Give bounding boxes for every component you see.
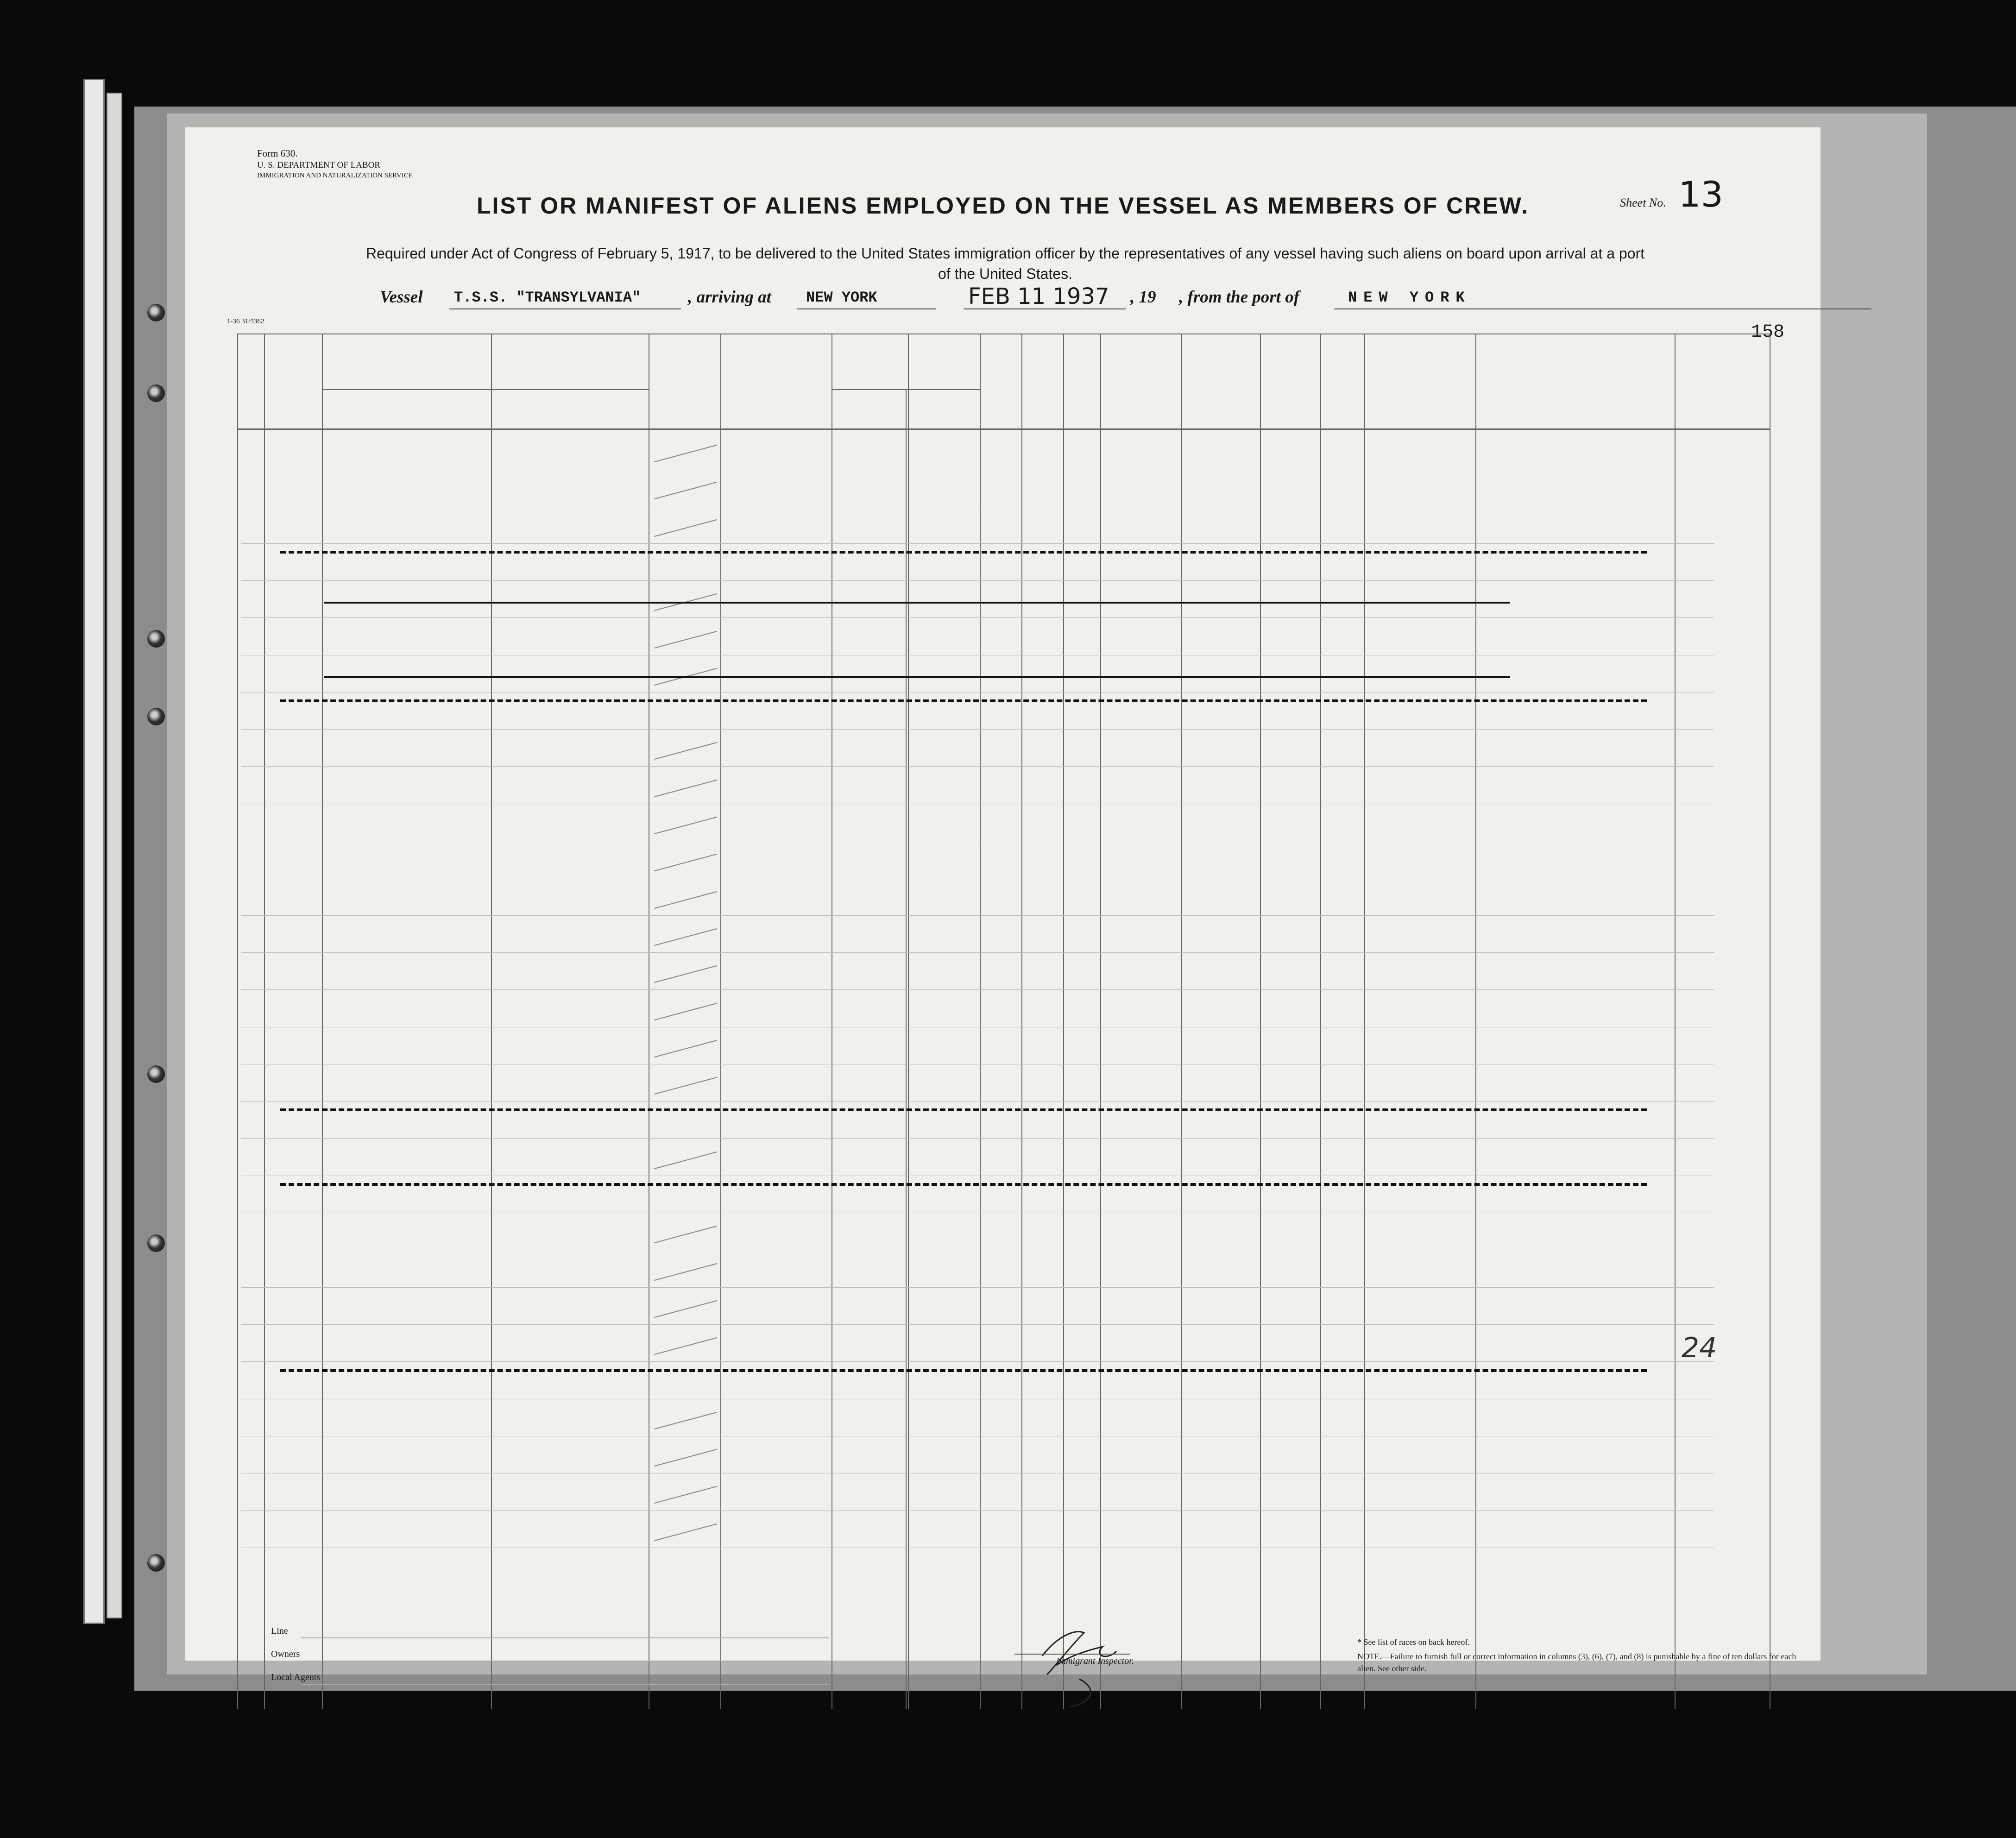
vessel-label: Vessel — [380, 288, 423, 307]
service-length-tick — [654, 482, 717, 499]
races-note: * See list of races on back hereof. — [1357, 1637, 1470, 1647]
section-separator — [280, 551, 1647, 554]
binder-strip-inner — [107, 93, 122, 1618]
row-rule — [241, 729, 1714, 730]
service-length-tick — [654, 928, 717, 946]
section-separator — [280, 1183, 1647, 1186]
column-rule — [1675, 334, 1676, 1709]
service-length-tick — [654, 965, 717, 983]
margin-note: 24 — [1682, 1332, 1717, 1364]
service-length-tick — [654, 1523, 717, 1541]
departure-port: NEW YORK — [1348, 289, 1471, 306]
service-length-tick — [654, 854, 717, 871]
row-rule — [241, 1324, 1714, 1325]
column-rule — [1260, 334, 1261, 1709]
service-length-tick — [654, 445, 717, 462]
section-separator — [280, 1369, 1647, 1372]
column-rule — [322, 334, 323, 1709]
shipped-split-rule — [906, 389, 907, 1709]
row-rule — [241, 1101, 1714, 1102]
department: U. S. DEPARTMENT OF LABOR — [257, 160, 380, 170]
service-length-tick — [654, 1337, 717, 1355]
date-stamp: FEB 11 1937 — [968, 283, 1109, 309]
sheet-label: Sheet No. — [1620, 196, 1666, 209]
service-length-tick — [654, 1152, 717, 1169]
column-rule — [237, 334, 238, 1709]
page-subtitle: Required under Act of Congress of February 5, 1917, to be delivered to the United States immigration officer by the representatives of any vessel having such aliens on board upon arrival at a port of the United States. — [365, 245, 1645, 282]
binder-ring — [147, 384, 165, 402]
row-rule — [241, 989, 1714, 990]
row-rule — [241, 915, 1714, 916]
service-length-tick — [654, 1486, 717, 1504]
column-rule — [1364, 334, 1365, 1709]
service-length-tick — [654, 1077, 717, 1095]
service-length-tick — [654, 817, 717, 834]
column-rule — [1063, 334, 1064, 1709]
service-length-tick — [654, 519, 717, 537]
column-rule — [491, 334, 492, 1709]
section-separator — [280, 699, 1647, 702]
column-rule — [1320, 334, 1321, 1709]
arriving-label: , arriving at — [688, 288, 771, 307]
row-rule — [241, 766, 1714, 767]
binder-ring — [147, 1554, 165, 1572]
binder-ring — [147, 1234, 165, 1252]
binder-ring — [147, 1065, 165, 1083]
vessel-name: T.S.S. "TRANSYLVANIA" — [454, 289, 641, 306]
service-length-tick — [654, 1226, 717, 1243]
service-length-tick — [654, 631, 717, 648]
service-length-tick — [654, 891, 717, 909]
footer-owners-label: Owners — [271, 1649, 300, 1659]
row-rule — [241, 1361, 1714, 1362]
from-label: , from the port of — [1179, 288, 1300, 307]
page-title: LIST OR MANIFEST OF ALIENS EMPLOYED ON THE VESSEL AS MEMBERS OF CREW. — [477, 193, 1529, 219]
service-length-tick — [654, 1300, 717, 1318]
binder-ring — [147, 304, 165, 321]
binder-strip — [83, 79, 105, 1624]
vessel-line — [380, 283, 1871, 310]
row-rule — [241, 1138, 1714, 1139]
column-rule — [1100, 334, 1101, 1709]
column-rule — [980, 334, 981, 1709]
form-number: Form 630. — [257, 148, 298, 159]
strike-line — [324, 676, 1510, 678]
header-bottom-rule — [237, 428, 1770, 430]
service-length-tick — [654, 1040, 717, 1057]
name-subheader-rule — [322, 389, 649, 390]
column-rule — [1181, 334, 1182, 1709]
row-rule — [241, 580, 1714, 581]
section-separator — [280, 1108, 1647, 1111]
footer-agents-label: Local Agents — [271, 1672, 321, 1682]
row-rule — [241, 617, 1714, 618]
column-rule — [1021, 334, 1022, 1709]
service-length-tick — [654, 1003, 717, 1020]
binder-ring — [147, 708, 165, 725]
column-rule — [908, 334, 909, 1709]
row-rule — [241, 1287, 1714, 1288]
column-rule — [720, 334, 721, 1709]
service-length-tick — [654, 742, 717, 760]
binder-ring — [147, 630, 165, 648]
penalty-note: NOTE.—Failure to furnish full or correct information in columns (3), (6), (7), and (8) is punishable by a fine of ten dollars for each alien. See other side. — [1357, 1652, 1796, 1673]
service-length-tick — [654, 1263, 717, 1281]
strike-line — [324, 602, 1510, 604]
row-rule — [241, 952, 1714, 953]
column-rule — [1475, 334, 1476, 1709]
printer-code: 1-36 31/5362 — [227, 318, 265, 325]
footer-line-label: Line — [271, 1626, 288, 1636]
name-split-rule — [491, 389, 492, 428]
service-length-tick — [654, 1412, 717, 1429]
sheet-number-value: 13 — [1678, 174, 1723, 215]
service-length-tick — [654, 780, 717, 797]
service-length-tick — [654, 1449, 717, 1467]
column-rule — [264, 334, 265, 1709]
manifest-sheet — [185, 127, 1821, 1682]
page-number: 158 — [1751, 322, 1785, 343]
arrival-port: NEW YORK — [806, 289, 877, 306]
row-rule — [241, 543, 1714, 544]
inspector-label: Immigrant Inspector. — [1056, 1656, 1134, 1666]
year-label: , 19 — [1130, 288, 1156, 307]
row-rule — [241, 1510, 1714, 1511]
service: IMMIGRATION AND NATURALIZATION SERVICE — [257, 172, 413, 179]
